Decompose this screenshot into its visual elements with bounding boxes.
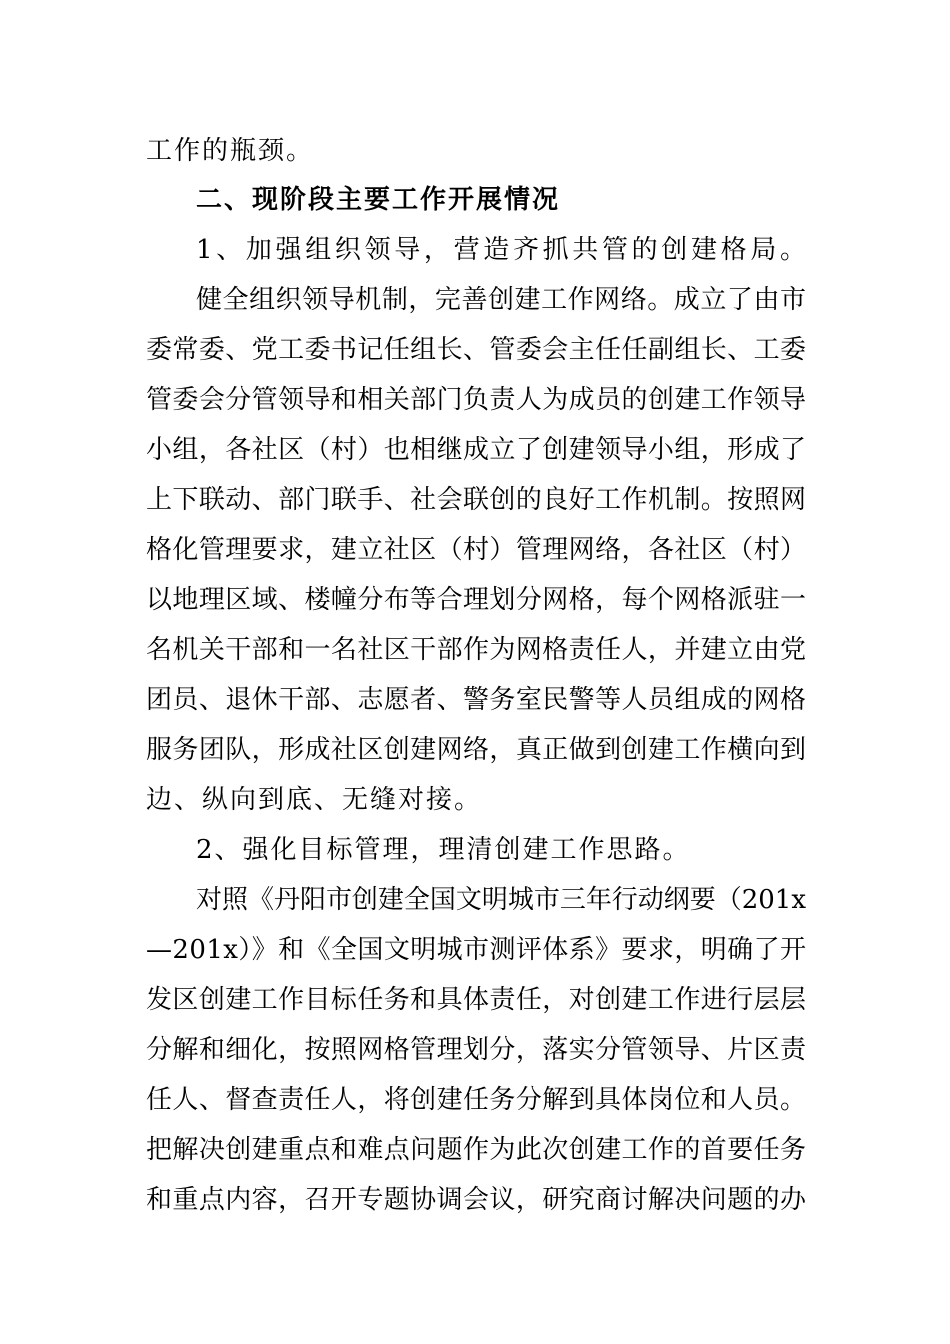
text-line	[0, 1130, 950, 1170]
line-text: 工作的瓶颈。	[146, 136, 315, 166]
subsection-title-text: 2、强化目标管理，理清创建工作思路。	[196, 835, 691, 865]
text-line	[0, 1080, 950, 1120]
text-line	[0, 680, 950, 720]
text-line	[0, 1180, 950, 1220]
text-line	[0, 280, 950, 320]
text-line	[0, 580, 950, 620]
line-text: 以地理区域、楼幢分布等合理划分网格，每个网格派驻一	[146, 585, 807, 615]
line-text: 委常委、党工委书记任组长、管委会主任任副组长、工委	[146, 335, 807, 365]
line-text: 和重点内容，召开专题协调会议，研究商讨解决问题的办	[146, 1185, 807, 1215]
line-text: 小组，各社区（村）也相继成立了创建领导小组，形成了	[146, 435, 807, 465]
text-line	[0, 430, 950, 470]
line-text: 分解和细化，按照网格管理划分，落实分管领导、片区责	[146, 1035, 807, 1065]
line-text: 格化管理要求，建立社区（村）管理网络，各社区（村）	[146, 535, 807, 565]
text-line	[0, 330, 950, 370]
subsection-title	[0, 230, 950, 270]
line-text: 把解决创建重点和难点问题作为此次创建工作的首要任务	[146, 1135, 807, 1165]
line-text: 健全组织领导机制，完善创建工作网络。成立了由市	[196, 285, 807, 315]
text-line	[0, 1030, 950, 1070]
line-text: 上下联动、部门联手、社会联创的良好工作机制。按照网	[146, 485, 807, 515]
text-line	[0, 980, 950, 1020]
line-text: 名机关干部和一名社区干部作为网格责任人，并建立由党	[146, 635, 807, 665]
line-text: 管委会分管领导和相关部门负责人为成员的创建工作领导	[146, 385, 807, 415]
text-line	[0, 131, 950, 171]
line-text: 团员、退休干部、志愿者、警务室民警等人员组成的网格	[146, 685, 807, 715]
text-line	[0, 780, 950, 820]
line-text: 对照《丹阳市创建全国文明城市三年行动纲要（201x	[196, 885, 806, 915]
text-line	[0, 880, 950, 920]
subsection-title	[0, 830, 950, 870]
text-line	[0, 730, 950, 770]
line-text: —201x）》和《全国文明城市测评体系》要求，明确了开	[146, 935, 807, 965]
line-text: 边、纵向到底、无缝对接。	[146, 785, 483, 815]
section-heading-text: 二、现阶段主要工作开展情况	[196, 185, 561, 215]
text-line	[0, 480, 950, 520]
line-text: 任人、督查责任人，将创建任务分解到具体岗位和人员。	[146, 1085, 807, 1115]
text-line	[0, 380, 950, 420]
section-heading	[0, 180, 950, 220]
text-line	[0, 630, 950, 670]
text-line	[0, 930, 950, 970]
line-text: 服务团队，形成社区创建网络，真正做到创建工作横向到	[146, 735, 807, 765]
line-text: 发区创建工作目标任务和具体责任，对创建工作进行层层	[146, 985, 807, 1015]
subsection-title-text: 1、加强组织领导，营造齐抓共管的创建格局。	[196, 235, 810, 265]
text-line	[0, 530, 950, 570]
